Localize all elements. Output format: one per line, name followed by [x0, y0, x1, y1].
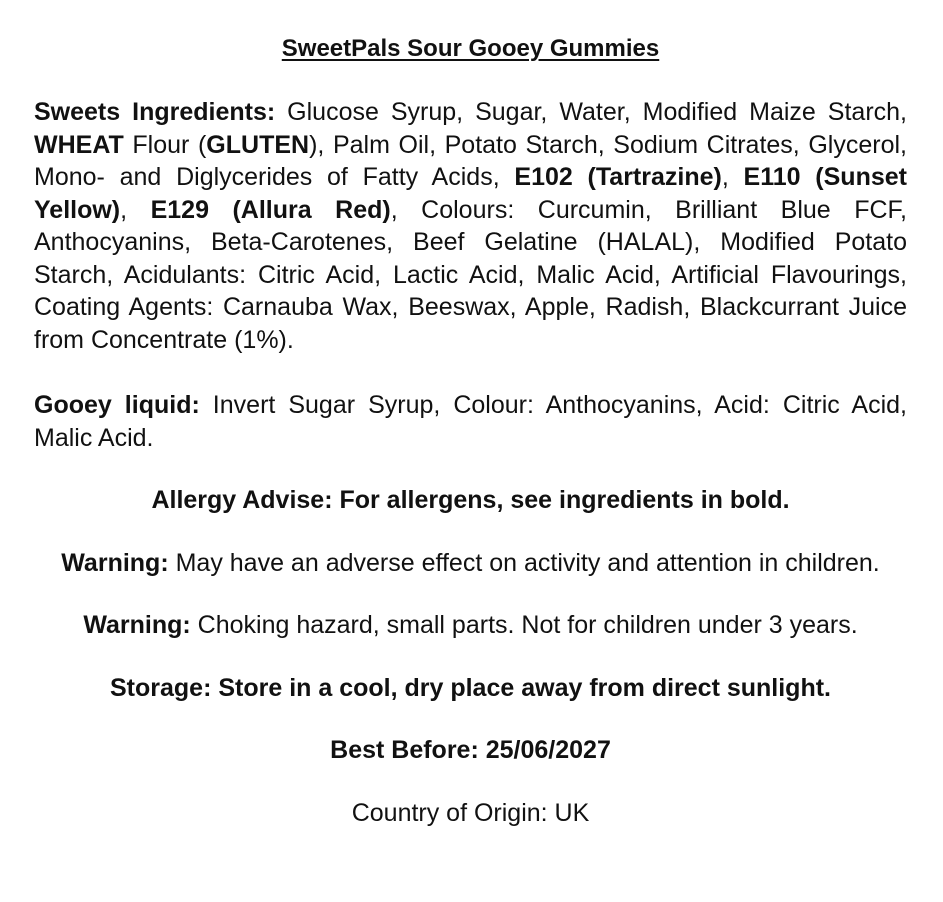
- gooey-liquid-heading: Gooey liquid:: [34, 391, 200, 419]
- additive-e110: E110 (Sunset Yellow): [34, 163, 907, 224]
- warning-choking-text: Choking hazard, small parts. Not for children under 3 years.: [190, 611, 858, 639]
- ingredients-heading: Sweets Ingredients:: [34, 98, 276, 126]
- ingredients-text-2: Flour (: [123, 130, 207, 159]
- ingredients-text-1: Glucose Syrup, Sugar, Water, Modified Maize Starch,: [275, 98, 907, 126]
- warning-choking-heading: Warning:: [83, 611, 191, 639]
- allergen-gluten: GLUTEN: [206, 130, 310, 159]
- country-of-origin: Country of Origin: UK: [351, 798, 590, 827]
- gooey-liquid-text: Invert Sugar Syrup, Colour: Anthocyanins, Acid: Citric Acid, Malic Acid.: [34, 391, 907, 452]
- allergen-wheat: WHEAT: [34, 130, 124, 159]
- ingredients-text-4: ,: [721, 163, 744, 191]
- additive-e129: E129 (Allura Red): [150, 195, 391, 224]
- additive-e102: E102 (Tartrazine): [514, 163, 722, 191]
- best-before-date: Best Before: 25/06/2027: [330, 736, 611, 764]
- warning-choking: [34, 609, 907, 642]
- ingredients-text-6: , Colours: Curcumin, Brilliant Blue FCF, Anthocyanins, Beta-Carotenes, Beef Gelatine (HALAL), Modified Potato Starch, Acidulants: Citric Acid, Lactic Acid, Malic Acid, Artificial Flavourings, Coating Agents: Carnauba Wax, Beeswax, Apple, Radish, Blackcurrant Juice from Concentrate (1%).: [34, 195, 907, 354]
- ingredients-paragraph: [34, 96, 907, 356]
- ingredients-text-3: ), Palm Oil, Potato Starch, Sodium Citrates, Glycerol, Mono- and Diglycerides of Fatty Acids,: [34, 130, 907, 191]
- allergy-advice: Allergy Advise: For allergens, see ingredients in bold.: [151, 486, 790, 514]
- product-title: [34, 34, 907, 64]
- warning-activity-heading: Warning:: [61, 548, 169, 577]
- gooey-liquid-paragraph: [34, 389, 907, 454]
- warning-activity: [34, 547, 907, 580]
- warning-activity-text: May have an adverse effect on activity and attention in children.: [168, 548, 880, 577]
- ingredients-text-5: ,: [120, 195, 151, 224]
- product-title-text: SweetPals Sour Gooey Gummies: [281, 35, 660, 62]
- storage-instructions: Storage: Store in a cool, dry place away from direct sunlight.: [110, 673, 831, 702]
